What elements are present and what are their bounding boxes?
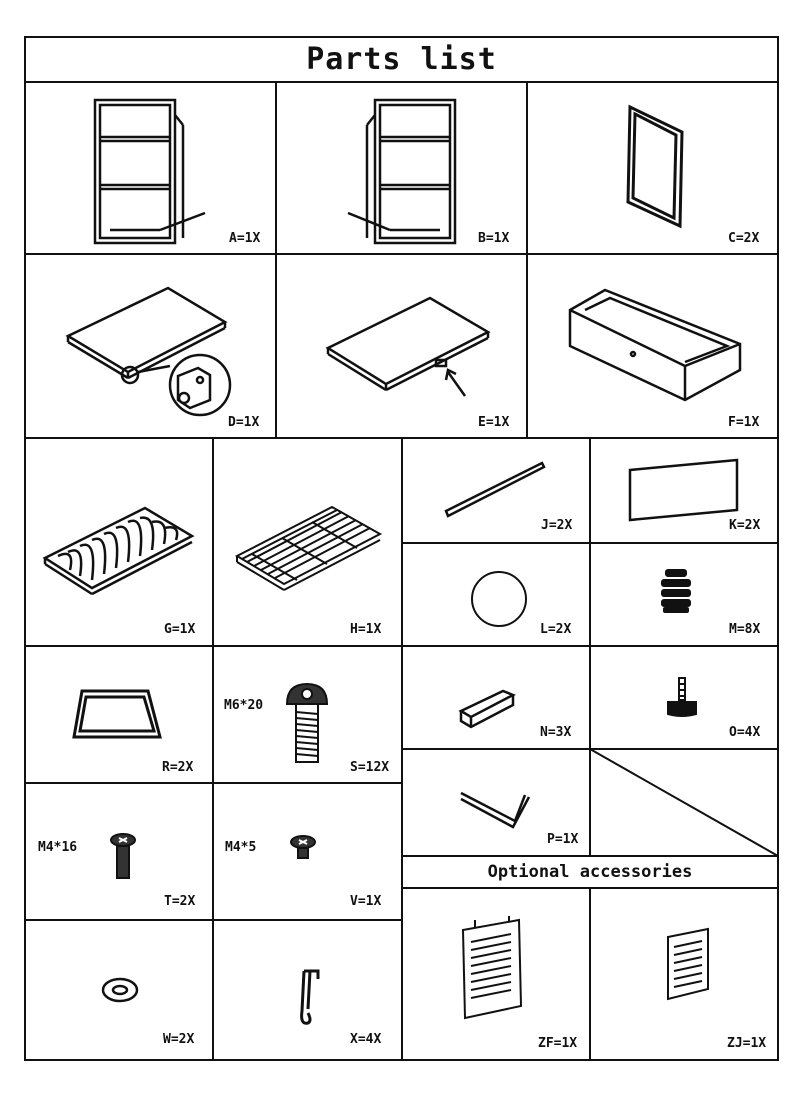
part-label-t: T=2X (164, 894, 196, 909)
part-label-e: E=1X (478, 415, 510, 430)
part-label-k: K=2X (729, 518, 761, 533)
part-label-v: V=1X (350, 894, 382, 909)
part-label-n: N=3X (540, 725, 572, 740)
size-v: M4*5 (225, 840, 257, 855)
tray-icon (68, 685, 168, 747)
part-label-c: C=2X (728, 231, 760, 246)
part-label-zj: ZJ=1X (727, 1036, 767, 1051)
part-label-r: R=2X (162, 760, 194, 775)
anchor-icon (656, 568, 696, 616)
drawer-icon (565, 282, 750, 407)
washer-icon (100, 975, 140, 1005)
rod-icon (440, 455, 550, 525)
part-label-zf: ZF=1X (538, 1036, 578, 1051)
flat-rack-icon (232, 502, 387, 597)
hook-icon (288, 965, 328, 1037)
screw-icon (108, 832, 138, 882)
part-label-a: A=1X (229, 231, 261, 246)
side-frame-right-icon (340, 95, 480, 250)
small-grill-icon (660, 925, 716, 1005)
optional-accessories-title: Optional accessories (487, 862, 693, 882)
part-label-l: L=2X (540, 622, 572, 637)
bracket-icon (455, 685, 520, 730)
top-board-icon (60, 280, 240, 420)
part-label-o: O=4X (729, 725, 761, 740)
part-label-s: S=12X (350, 760, 390, 775)
allen-key-icon (455, 785, 535, 835)
side-frame-left-icon (80, 95, 220, 250)
part-label-p: P=1X (547, 832, 579, 847)
page-title: Parts list (306, 42, 497, 77)
size-t: M4*16 (38, 840, 78, 855)
short-screw-icon (288, 834, 318, 862)
part-label-d: D=1X (228, 415, 260, 430)
part-label-g: G=1X (164, 622, 196, 637)
size-s: M6*20 (224, 698, 264, 713)
part-label-b: B=1X (478, 231, 510, 246)
grill-panel-icon (455, 914, 530, 1024)
curved-rack-icon (40, 500, 200, 600)
bolt-icon (282, 680, 332, 766)
leveling-foot-icon (662, 674, 702, 724)
part-label-j: J=2X (541, 518, 573, 533)
panel-icon (625, 456, 743, 524)
part-label-x: X=4X (350, 1032, 382, 1047)
part-label-m: M=8X (729, 622, 761, 637)
bottom-board-icon (320, 290, 500, 410)
back-panel-icon (620, 102, 690, 232)
part-label-f: F=1X (728, 415, 760, 430)
part-label-w: W=2X (163, 1032, 195, 1047)
round-disc-icon (468, 570, 532, 630)
part-label-h: H=1X (350, 622, 382, 637)
